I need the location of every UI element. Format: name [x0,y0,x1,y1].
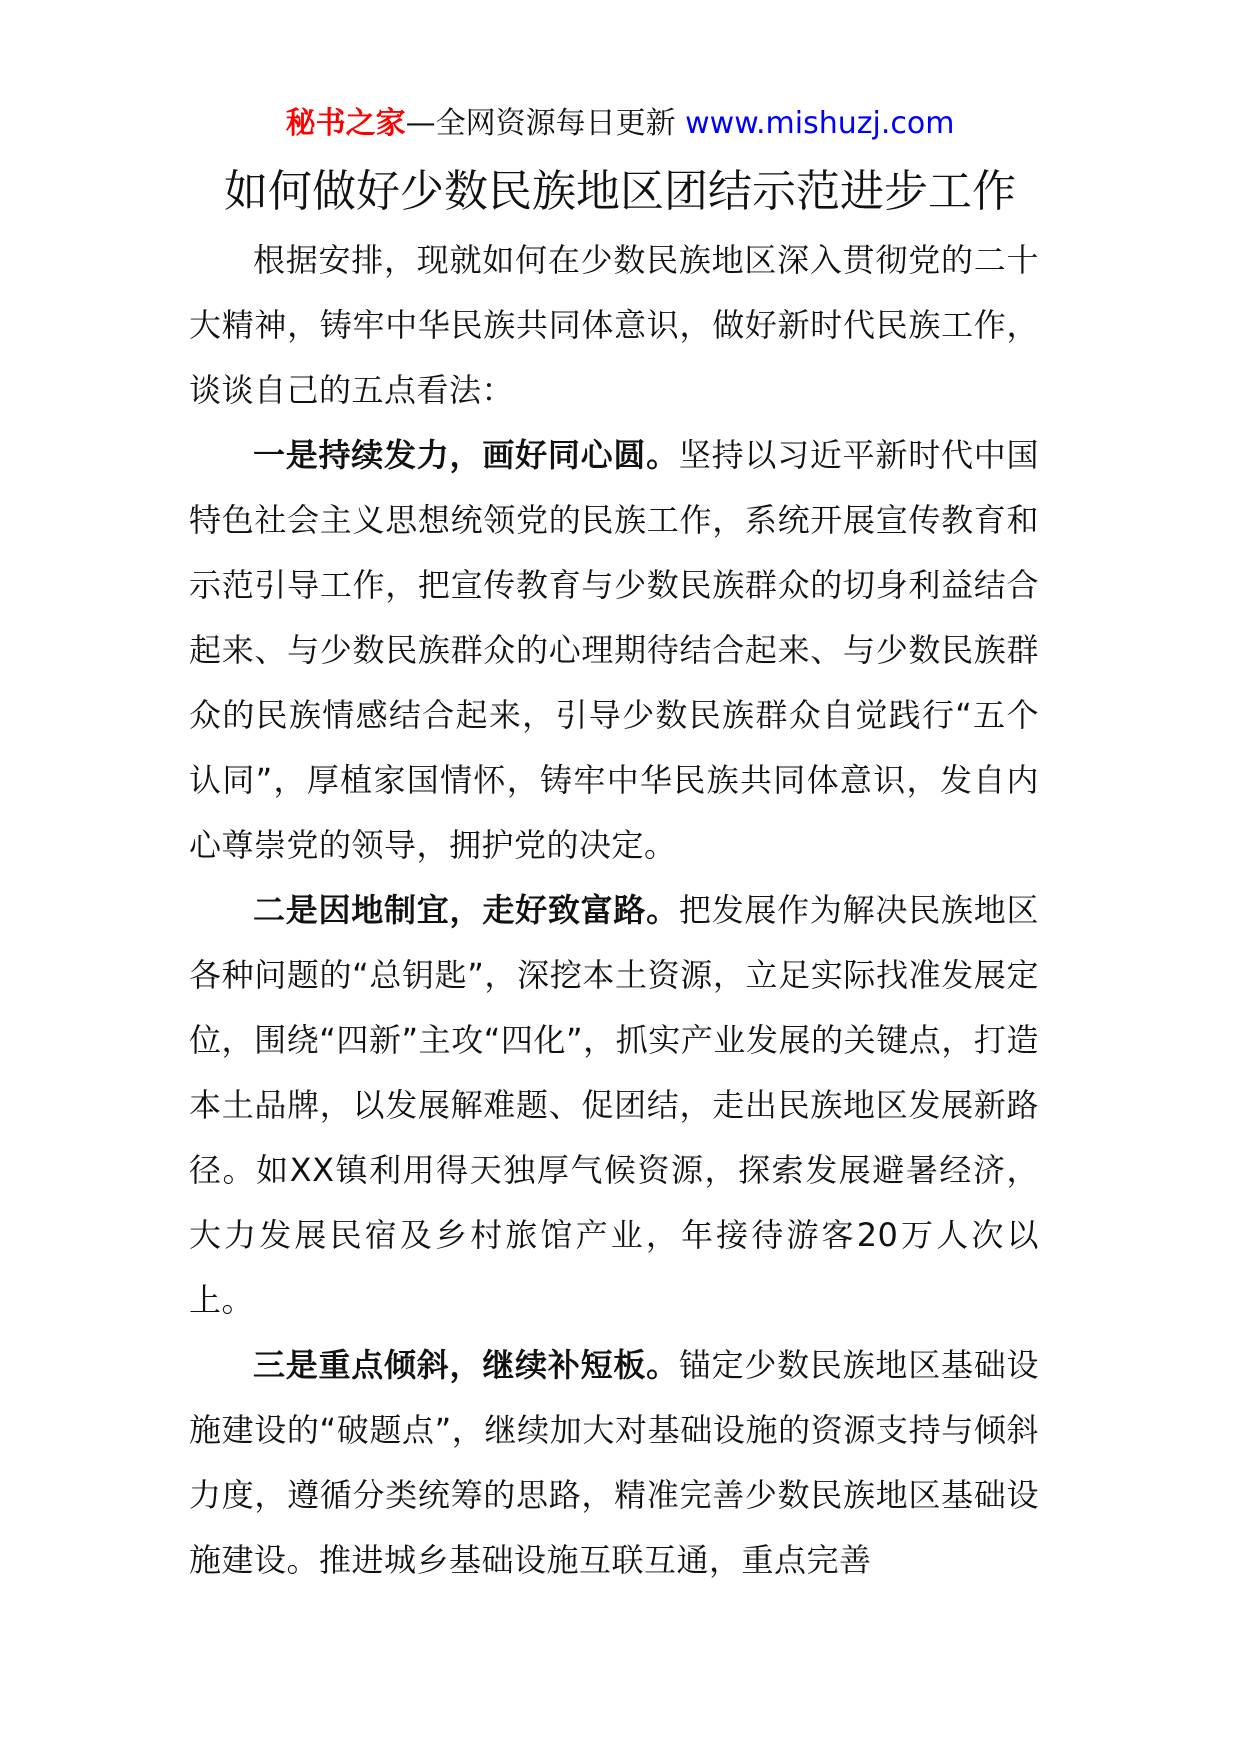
document-body [189,228,1039,1593]
site-header [0,104,1240,144]
section-text-2: 把发展作为解决民族地区各种问题的“总钥匙”，深挖本土资源，立足实际找准发展定位，围绕“四新”主攻“四化”，抓实产业发展的关键点，打造本土品牌，以发展解难题、促团结，走出民族地区发展新路径。如XX镇利用得天独厚气候资源，探索发展避暑经济，大力发展民宿及乡村旅馆产业，年接待游客20万人次以上。 [189,891,1039,1319]
section-paragraph-1 [189,423,1039,878]
section-paragraph-3 [189,1333,1039,1593]
intro-paragraph: 根据安排，现就如何在少数民族地区深入贯彻党的二十大精神，铸牢中华民族共同体意识，做好新时代民族工作，谈谈自己的五点看法： [189,241,1039,409]
section-heading-3: 三是重点倾斜，继续补短板。 [253,1346,679,1384]
document-title: 如何做好少数民族地区团结示范进步工作 [224,166,1016,217]
section-text-3: 锚定少数民族地区基础设施建设的“破题点”，继续加大对基础设施的资源支持与倾斜力度，遵循分类统筹的思路，精准完善少数民族地区基础设施建设。推进城乡基础设施互联互通，重点完善 [189,1346,1039,1579]
site-url-link[interactable]: www.mishuzj.com [685,106,955,141]
section-text-1: 坚持以习近平新时代中国特色社会主义思想统领党的民族工作，系统开展宣传教育和示范引导工作，把宣传教育与少数民族群众的切身利益结合起来、与少数民族群众的心理期待结合起来、与少数民族群众的民族情感结合起来，引导少数民族群众自觉践行“五个认同”，厚植家国情怀，铸牢中华民族共同体意识，发自内心尊崇党的领导，拥护党的决定。 [189,436,1039,864]
section-heading-2: 二是因地制宜，走好致富路。 [253,891,679,929]
section-paragraph-2 [189,878,1039,1333]
header-slogan: —全网资源每日更新 [405,106,676,141]
brand-name: 秘书之家 [285,106,406,141]
section-heading-1: 一是持续发力，画好同心圆。 [253,436,679,474]
